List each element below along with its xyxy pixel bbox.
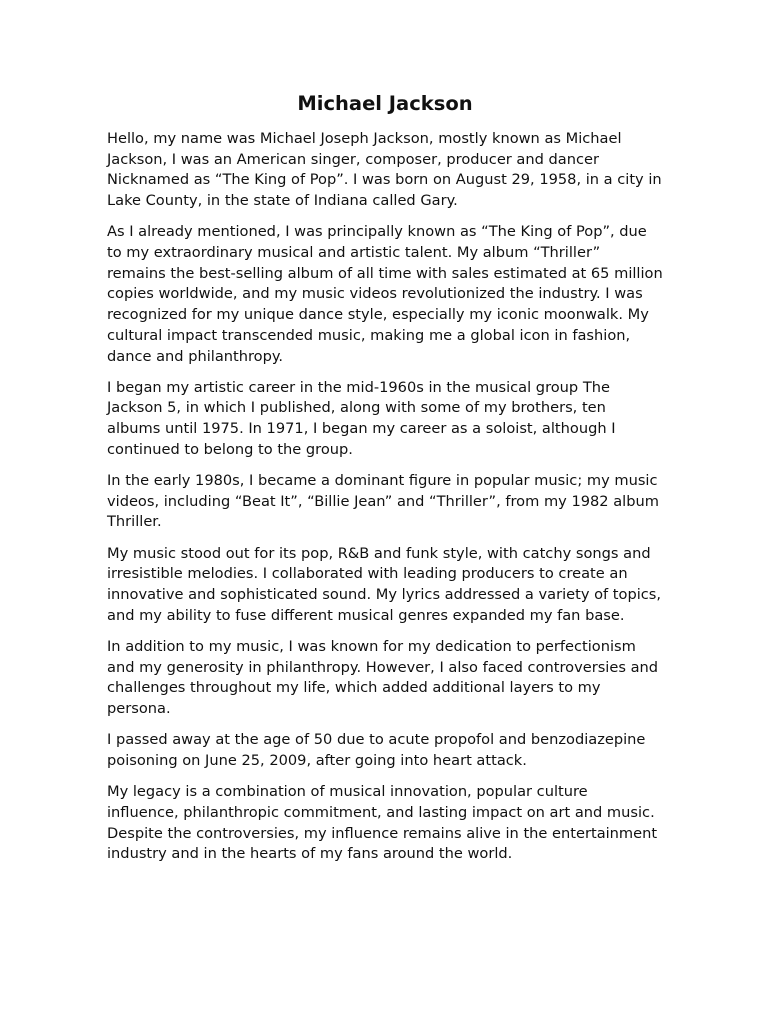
- paragraph-1980s: In the early 1980s, I became a dominant figure in popular music; my music videos, including “Beat It”, “Billie Jean” and “Thriller”, from my 1982 album Thriller.: [107, 472, 659, 531]
- document-page: [107, 90, 663, 876]
- paragraph-death: I passed away at the age of 50 due to acute propofol and benzodiazepine poisoning on June 25, 2009, after going into heart attack.: [107, 731, 646, 769]
- paragraph-king-of-pop: As I already mentioned, I was principally known as “The King of Pop”, due to my extraordinary musical and artistic talent. My album “Thriller” remains the best-selling album of all time with sales estimated at 65 million copies worldwide, and my music videos revolutionized the industry. I was recognized for my unique dance style, especially my iconic moonwalk. My cultural impact transcended music, making me a global icon in fashion, dance and philanthropy.: [107, 223, 663, 365]
- paragraph-music-style: My music stood out for its pop, R&B and funk style, with catchy songs and irresistible melodies. I collaborated with leading producers to create an innovative and sophisticated sound. My lyrics addressed a variety of topics, and my ability to fuse different musical genres expanded my fan base.: [107, 544, 662, 624]
- paragraph-early-career: I began my artistic career in the mid-1960s in the musical group The Jackson 5, in which I published, along with some of my brothers, ten albums until 1975. In 1971, I began my career as a soloist, although I continued to belong to the group.: [107, 378, 616, 458]
- paragraph-persona: In addition to my music, I was known for my dedication to perfectionism and my generosity in philanthropy. However, I also faced controversies and challenges throughout my life, which added additional layers to my persona.: [107, 637, 659, 718]
- paragraph-legacy: My legacy is a combination of musical innovation, popular culture influence, philanthropic commitment, and lasting impact on art and music. Despite the controversies, my influence remains alive in the entertainment industry and in the hearts of my fans around the world.: [107, 783, 658, 863]
- document-title: Michael Jackson: [297, 92, 473, 115]
- paragraph-intro: Hello, my name was Michael Joseph Jackson, mostly known as Michael Jackson, I was an American singer, composer, producer and dancer Nicknamed as “The King of Pop”. I was born on August 29, 1958, in a city in Lake County, in the state of Indiana called Gary.: [107, 130, 662, 210]
